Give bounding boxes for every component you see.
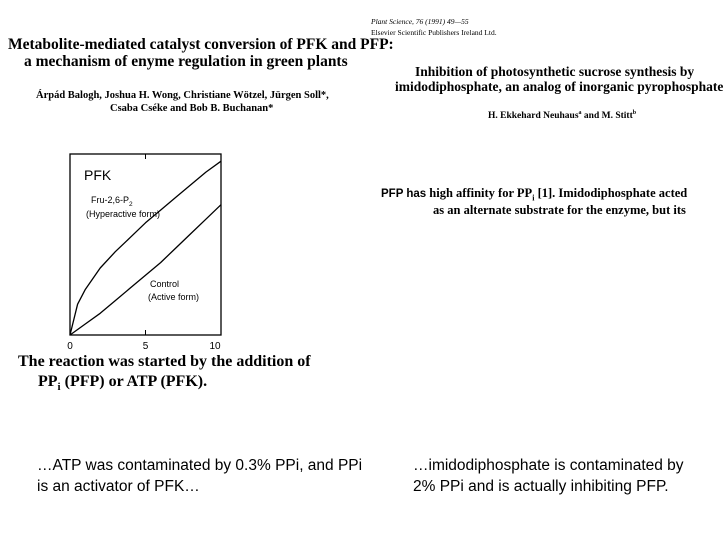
note-left: …ATP was contaminated by 0.3% PPi, and PPi is an activator of PFK… bbox=[37, 457, 363, 495]
paper2-author2: and M. Stitt bbox=[581, 111, 633, 122]
journal-citation: Plant Science, 76 (1991) 49—55 bbox=[371, 17, 469, 26]
caption-ppi: PP bbox=[38, 373, 58, 390]
paper2-excerpt-line2: as an alternate substrate for the enzyme, but its bbox=[433, 203, 686, 217]
panel-label-pfk: PFK bbox=[84, 167, 112, 183]
paper2-title-line1: Inhibition of photosynthetic sucrose synthesis by bbox=[415, 64, 695, 79]
figure-caption-line2 bbox=[38, 373, 207, 393]
paper1-authors-line2: Csaba Cséke and Bob B. Buchanan* bbox=[110, 103, 274, 114]
note-right: …imidodiphosphate is contaminated by 2% PPi and is actually inhibiting PFP. bbox=[413, 457, 684, 495]
excerpt-sub-i: i bbox=[532, 193, 535, 203]
journal-publisher: Elsevier Scientific Publishers Ireland Ltd. bbox=[371, 28, 497, 37]
x-tick-label-0: 0 bbox=[67, 341, 73, 352]
x-tick-label-10: 10 bbox=[209, 341, 221, 352]
caption-sub-i: i bbox=[57, 381, 61, 394]
paper2-title-line2: imidodiphosphate, an analog of inorganic pyrophosphate bbox=[395, 79, 724, 94]
series-line-control bbox=[70, 205, 221, 335]
plot-lines bbox=[70, 161, 221, 335]
paper2-authors bbox=[488, 110, 636, 121]
upper-curve-label bbox=[91, 195, 133, 208]
excerpt-affinity: high affinity for PP bbox=[426, 186, 533, 200]
paper2-affil-b: b bbox=[632, 110, 637, 116]
series-line-hyperactive bbox=[70, 161, 221, 335]
upper-curve-label-line2: (Hyperactive form) bbox=[86, 209, 161, 219]
caption-rest: (PFP) or ATP (PFK). bbox=[60, 373, 208, 390]
paper2-author1: H. Ekkehard Neuhaus bbox=[488, 111, 579, 122]
upper-curve-label-main: Fru-2,6-P bbox=[91, 195, 130, 205]
excerpt-end: [1]. Imidodiphosphate acted bbox=[534, 186, 688, 200]
pfk-figure bbox=[58, 150, 238, 355]
upper-curve-label-sub: 2 bbox=[129, 201, 133, 208]
figure-caption-line1: The reaction was started by the addition of bbox=[18, 353, 311, 370]
excerpt-pfp-has: PFP has bbox=[381, 188, 427, 200]
paper1-authors-line1: Árpád Balogh, Joshua H. Wong, Christiane Wötzel, Jürgen Soll*, bbox=[36, 90, 329, 101]
x-tick-label-5: 5 bbox=[142, 341, 149, 352]
paper1-subtitle: a mechanism of enyme regulation in green plants bbox=[24, 53, 348, 70]
lower-curve-label-line1: Control bbox=[150, 279, 180, 289]
paper2-excerpt-line1 bbox=[381, 186, 687, 203]
paper1-title: Metabolite-mediated catalyst conversion of PFK and PFP: bbox=[8, 36, 394, 53]
paper2-affil-a: a bbox=[578, 110, 582, 116]
lower-curve-label-line2: (Active form) bbox=[148, 292, 200, 302]
